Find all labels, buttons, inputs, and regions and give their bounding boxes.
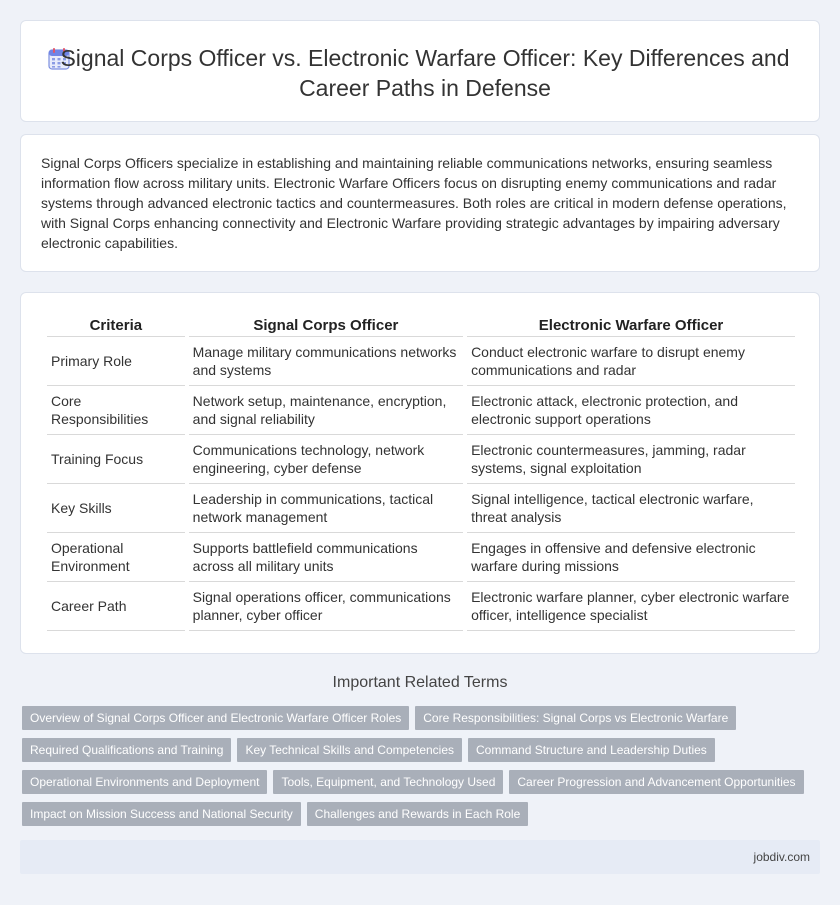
related-term-tag[interactable]: Challenges and Rewards in Each Role xyxy=(307,802,528,826)
related-term-tag[interactable]: Impact on Mission Success and National Security xyxy=(22,802,301,826)
signal-corps-cell: Communications technology, network engineering, cyber defense xyxy=(189,435,463,484)
table-row xyxy=(47,533,795,582)
table-row xyxy=(47,386,795,435)
criteria-cell: Career Path xyxy=(47,582,185,631)
related-term-tag[interactable]: Key Technical Skills and Competencies xyxy=(237,738,462,762)
criteria-cell: Training Focus xyxy=(47,435,185,484)
page-title: Signal Corps Officer vs. Electronic Warfare Officer: Key Differences and Career Paths in Defense xyxy=(60,45,790,101)
signal-corps-cell: Leadership in communications, tactical network management xyxy=(189,484,463,533)
electronic-warfare-cell: Electronic attack, electronic protection, and electronic support operations xyxy=(467,386,795,435)
table-header-row xyxy=(47,315,795,337)
footer-site-link[interactable]: jobdiv.com xyxy=(753,850,810,864)
related-term-tag[interactable]: Tools, Equipment, and Technology Used xyxy=(273,770,503,794)
related-term-tag[interactable]: Required Qualifications and Training xyxy=(22,738,231,762)
related-terms-tags xyxy=(22,706,822,834)
electronic-warfare-cell: Electronic warfare planner, cyber electronic warfare officer, intelligence specialist xyxy=(467,582,795,631)
header-electronic-warfare: Electronic Warfare Officer xyxy=(467,315,795,337)
related-terms-title: Important Related Terms xyxy=(332,674,508,691)
related-term-tag[interactable]: Overview of Signal Corps Officer and Electronic Warfare Officer Roles xyxy=(22,706,409,730)
table-row xyxy=(47,435,795,484)
signal-corps-cell: Manage military communications networks and systems xyxy=(189,337,463,386)
comparison-table-card xyxy=(20,292,820,654)
header-criteria: Criteria xyxy=(47,315,185,337)
footer xyxy=(20,840,820,874)
signal-corps-cell: Supports battlefield communications across all military units xyxy=(189,533,463,582)
related-term-tag[interactable]: Core Responsibilities: Signal Corps vs Electronic Warfare xyxy=(415,706,736,730)
signal-corps-cell: Network setup, maintenance, encryption, and signal reliability xyxy=(189,386,463,435)
electronic-warfare-cell: Signal intelligence, tactical electronic warfare, threat analysis xyxy=(467,484,795,533)
related-term-tag[interactable]: Career Progression and Advancement Opportunities xyxy=(509,770,803,794)
table-row xyxy=(47,582,795,631)
electronic-warfare-cell: Electronic countermeasures, jamming, radar systems, signal exploitation xyxy=(467,435,795,484)
criteria-cell: Key Skills xyxy=(47,484,185,533)
intro-card xyxy=(20,134,820,272)
criteria-cell: Operational Environment xyxy=(47,533,185,582)
table-row xyxy=(47,484,795,533)
related-term-tag[interactable]: Command Structure and Leadership Duties xyxy=(468,738,715,762)
related-term-tag[interactable]: Operational Environments and Deployment xyxy=(22,770,267,794)
header-signal-corps: Signal Corps Officer xyxy=(189,315,463,337)
criteria-cell: Primary Role xyxy=(47,337,185,386)
table-row xyxy=(47,337,795,386)
intro-text: Signal Corps Officers specialize in establishing and maintaining reliable communications networks, ensuring seamless information flow across military units. Electronic Warfare Officers focus on disrupting enemy communications and radar systems through advanced electronic tactics and countermeasures. Both roles are critical in modern defense operations, with Signal Corps enhancing connectivity and Electronic Warfare providing strategic advantages by impairing adversary electronic capabilities. xyxy=(41,155,787,251)
electronic-warfare-cell: Engages in offensive and defensive electronic warfare during missions xyxy=(467,533,795,582)
criteria-cell: Core Responsibilities xyxy=(47,386,185,435)
signal-corps-cell: Signal operations officer, communications planner, cyber officer xyxy=(189,582,463,631)
comparison-table xyxy=(43,315,799,631)
electronic-warfare-cell: Conduct electronic warfare to disrupt enemy communications and radar xyxy=(467,337,795,386)
header-card xyxy=(20,20,820,122)
